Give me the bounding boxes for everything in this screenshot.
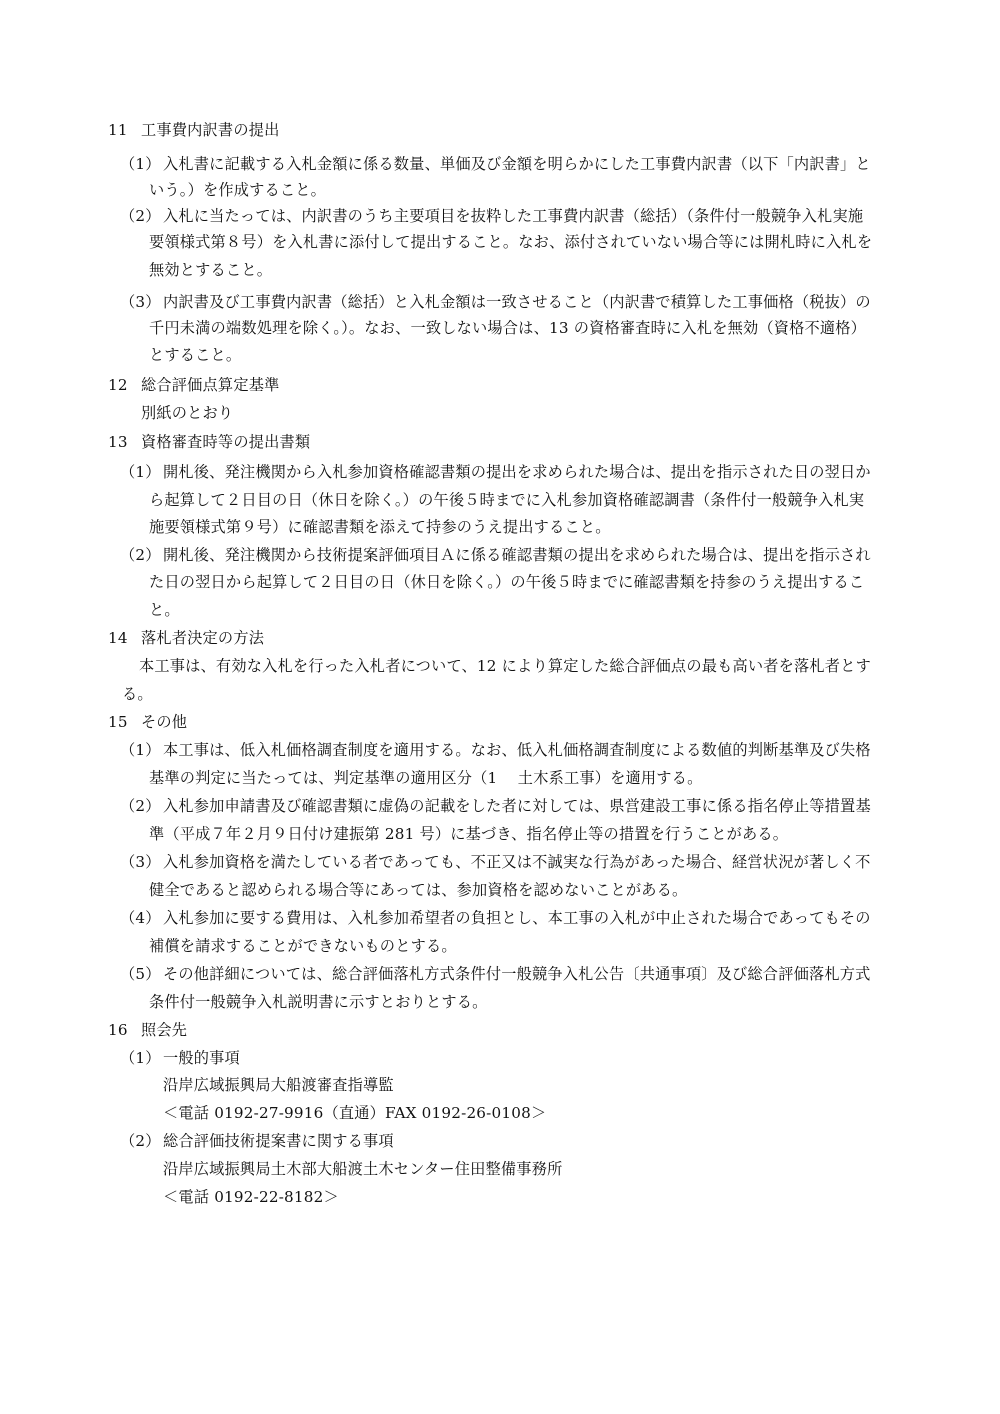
item-text: た日の翌日から起算して２日目の日（休日を除く。）の午後５時までに確認書類を持参のうえ提出するこ xyxy=(149,573,865,591)
section-number: 15 xyxy=(108,713,128,731)
item-text: その他詳細については、総合評価落札方式条件付一般競争入札公告〔共通事項〕及び総合評価落札方式 xyxy=(163,965,871,983)
item-text: 入札参加に要する費用は、入札参加希望者の負担とし、本工事の入札が中止された場合であってもその xyxy=(163,909,871,927)
item-text: 開札後、発注機関から技術提案評価項目Ａに係る確認書類の提出を求められた場合は、提出を指示され xyxy=(163,546,871,564)
item-text: 入札書に記載する入札金額に係る数量、単価及び金額を明らかにした工事費内訳書（以下「内訳書」と xyxy=(163,155,871,173)
item-text: 補償を請求することができないものとする。 xyxy=(149,937,457,955)
item-text: 施要領様式第９号）に確認書類を添えて持参のうえ提出すること。 xyxy=(149,518,611,536)
section-body: る。 xyxy=(122,685,153,703)
item-text: 入札参加申請書及び確認書類に虚偽の記載をした者に対しては、県営建設工事に係る指名停止等措置基 xyxy=(163,797,871,815)
item-text: 沿岸広域振興局土木部大船渡土木センター住田整備事務所 xyxy=(163,1160,563,1178)
item-text: 準（平成７年２月９日付け建振第 281 号）に基づき、指名停止等の措置を行うことがある。 xyxy=(149,825,789,843)
section-title: 工事費内訳書の提出 xyxy=(141,121,280,139)
item-mark: （1） xyxy=(120,1049,161,1067)
section-title: 資格審査時等の提出書類 xyxy=(141,433,311,451)
section-number: 14 xyxy=(108,629,128,647)
section-number: 12 xyxy=(108,376,128,394)
item-text: ＜電話 0192-22-8182＞ xyxy=(163,1188,339,1206)
item-text: 千円未満の端数処理を除く。）。なお、一致しない場合は、13 の資格審査時に入札を無効（資格不適格） xyxy=(149,319,867,337)
item-text: 基準の判定に当たっては、判定基準の適用区分（1 土木系工事）を適用する。 xyxy=(149,769,703,787)
item-text: とすること。 xyxy=(149,346,242,364)
item-text: ＜電話 0192-27-9916（直通）FAX 0192-26-0108＞ xyxy=(163,1104,547,1122)
section-title: 落札者決定の方法 xyxy=(141,629,265,647)
item-text: いう。）を作成すること。 xyxy=(149,181,327,199)
item-text: 入札参加資格を満たしている者であっても、不正又は不誠実な行為があった場合、経営状況が著しく不 xyxy=(163,853,871,871)
item-text: 開札後、発注機関から入札参加資格確認書類の提出を求められた場合は、提出を指示された日の翌日か xyxy=(163,463,871,481)
item-text: 条件付一般競争入札説明書に示すとおりとする。 xyxy=(149,993,488,1011)
item-text: 入札に当たっては、内訳書のうち主要項目を抜粋した工事費内訳書（総括）（条件付一般競争入札実施 xyxy=(163,207,864,225)
item-mark: （1） xyxy=(120,155,161,173)
item-mark: （5） xyxy=(120,965,161,983)
item-mark: （2） xyxy=(120,797,161,815)
item-text: ら起算して２日目の日（休日を除く。）の午後５時までに入札参加資格確認調書（条件付一般競争入札実 xyxy=(149,491,865,509)
section-number: 16 xyxy=(108,1021,128,1039)
item-mark: （2） xyxy=(120,546,161,564)
item-mark: （2） xyxy=(120,207,161,225)
item-text: 健全であると認められる場合等にあっては、参加資格を認めないことがある。 xyxy=(149,881,688,899)
item-text: 無効とすること。 xyxy=(149,261,273,279)
item-mark: （3） xyxy=(120,293,161,311)
section-title: その他 xyxy=(141,713,188,731)
item-mark: （3） xyxy=(120,853,161,871)
item-mark: （1） xyxy=(120,463,161,481)
section-body: 別紙のとおり xyxy=(141,404,234,422)
item-text: と。 xyxy=(149,601,180,619)
item-text: 内訳書及び工事費内訳書（総括）と入札金額は一致させること（内訳書で積算した工事価格（税抜）の xyxy=(163,293,871,311)
item-text: 本工事は、低入札価格調査制度を適用する。なお、低入札価格調査制度による数値的判断基準及び失格 xyxy=(163,741,871,759)
item-text: 一般的事項 xyxy=(163,1049,240,1067)
section-number: 11 xyxy=(108,121,128,139)
section-title: 総合評価点算定基準 xyxy=(141,376,280,394)
item-mark: （4） xyxy=(120,909,161,927)
item-mark: （1） xyxy=(120,741,161,759)
section-number: 13 xyxy=(108,433,128,451)
item-text: 沿岸広域振興局大船渡審査指導監 xyxy=(163,1076,394,1094)
section-body: 本工事は、有効な入札を行った入札者について、12 により算定した総合評価点の最も高い者を落札者とす xyxy=(139,657,871,675)
item-text: 要領様式第８号）を入札書に添付して提出すること。なお、添付されていない場合等には開札時に入札を xyxy=(149,233,873,251)
section-title: 照会先 xyxy=(141,1021,188,1039)
item-mark: （2） xyxy=(120,1132,161,1150)
item-text: 総合評価技術提案書に関する事項 xyxy=(163,1132,394,1150)
